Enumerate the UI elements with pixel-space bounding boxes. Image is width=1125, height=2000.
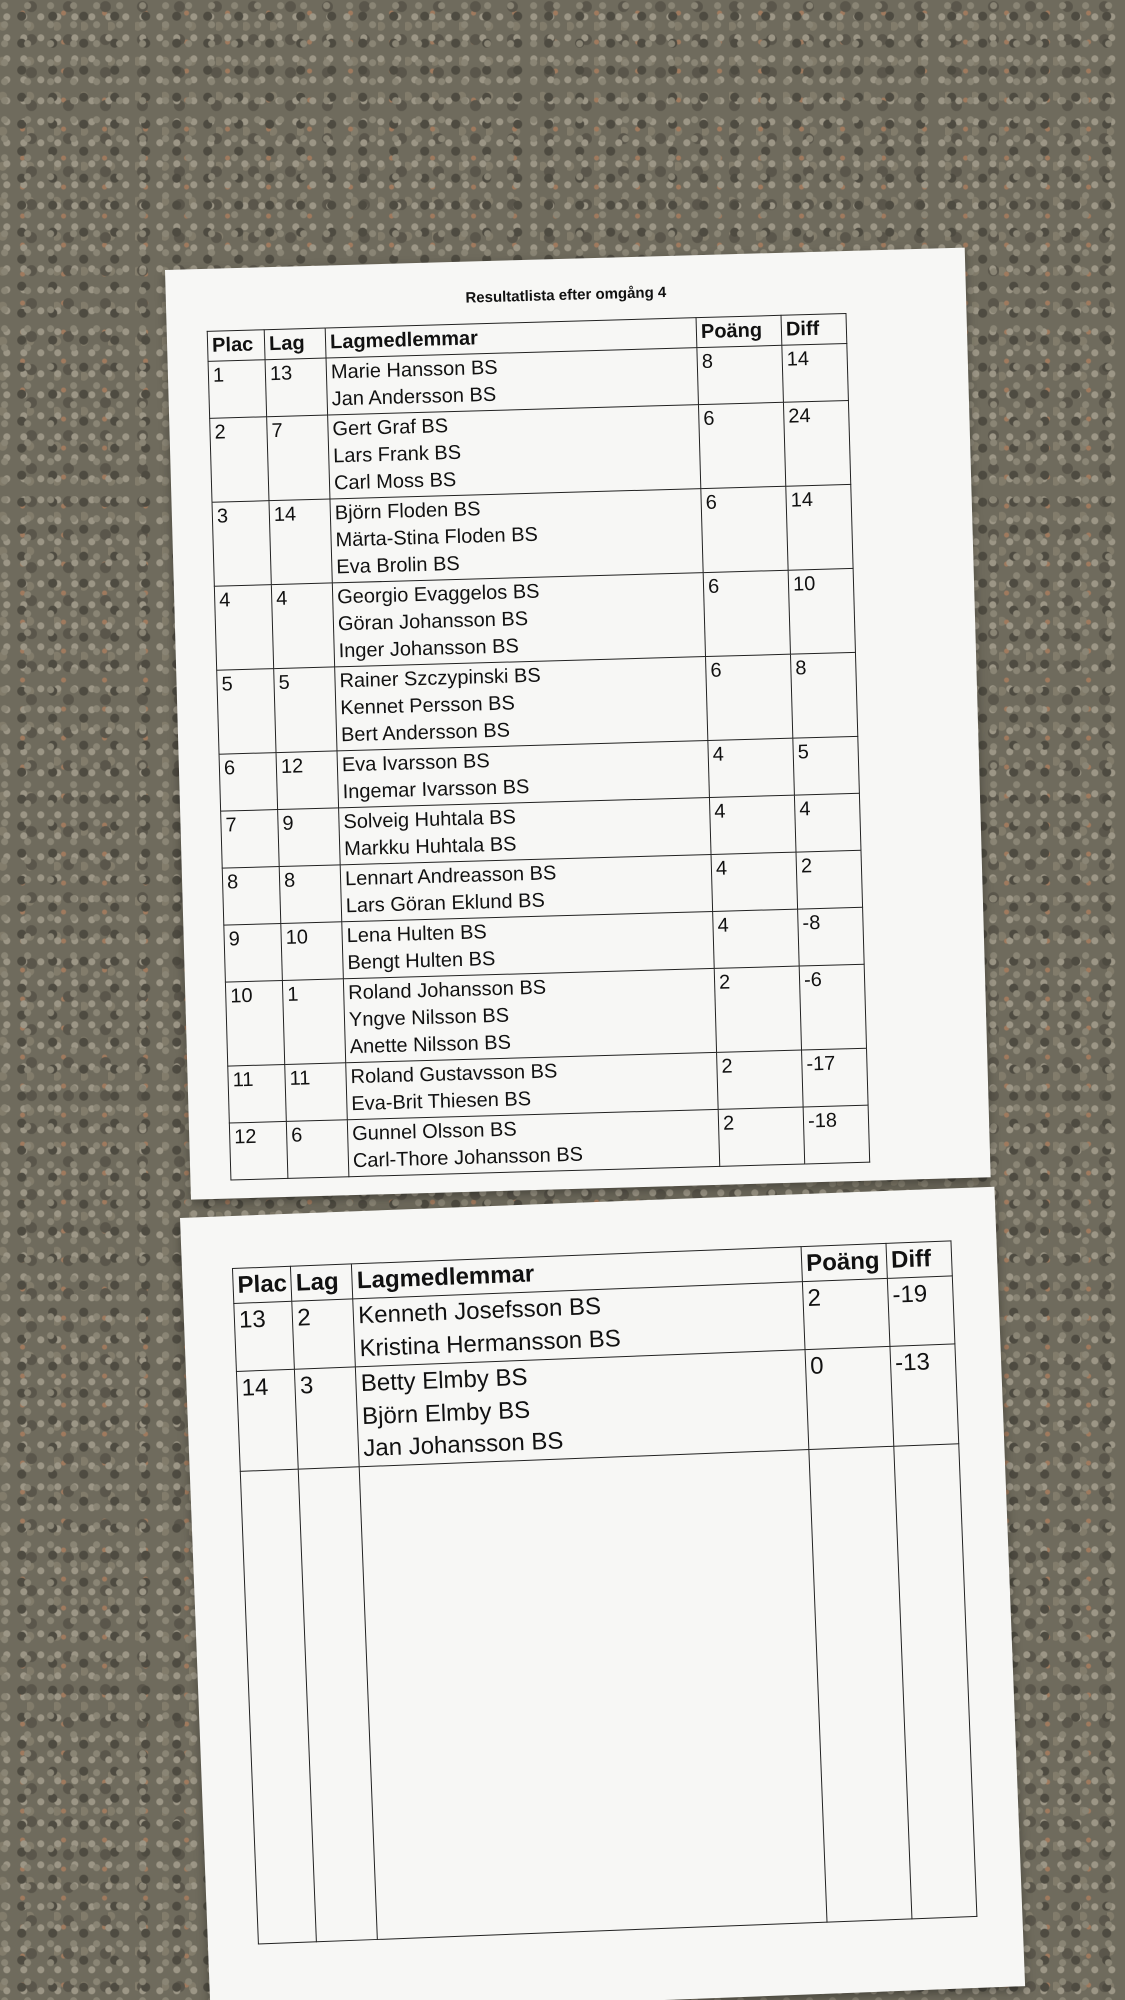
team-member-name: Gunnel Olsson BS	[351, 1118, 517, 1146]
team-member-name: Marie Hansson BS	[330, 356, 498, 384]
empty-cell	[360, 1450, 827, 1940]
header-members: Lagmedlemmar	[325, 318, 697, 358]
cell-plac: 8	[222, 867, 281, 926]
cell-members	[326, 348, 698, 415]
cell-plac: 11	[228, 1064, 287, 1123]
team-member-name: Lars Frank BS	[332, 441, 462, 468]
team-member-name: Eva Ivarsson BS	[341, 750, 490, 777]
cell-poang: 6	[698, 402, 785, 488]
cell-members	[339, 798, 711, 865]
cell-members	[335, 657, 708, 751]
cell-plac: 1	[208, 360, 267, 419]
cell-poang: 4	[713, 909, 800, 968]
cell-diff: -13	[890, 1344, 959, 1447]
cell-poang: 2	[714, 966, 801, 1052]
cell-diff: 8	[790, 652, 857, 738]
cell-lag: 12	[276, 751, 339, 810]
cell-members	[330, 489, 703, 583]
cell-members	[342, 911, 714, 978]
cell-lag: 2	[292, 1299, 356, 1369]
team-member-name: Lennart Andreasson BS	[344, 862, 557, 891]
cell-plac: 7	[221, 810, 280, 869]
cell-diff: -8	[798, 907, 865, 966]
cell-poang: 4	[709, 795, 796, 854]
cell-plac: 4	[214, 585, 273, 671]
team-member-name: Lars Göran Eklund BS	[345, 889, 546, 918]
header-plac: Plac	[207, 330, 265, 362]
results-sheet-page-2	[180, 1187, 1025, 2000]
cell-lag: 8	[279, 865, 342, 924]
cell-members	[356, 1350, 809, 1467]
team-member-name: Jan Johansson BS	[362, 1427, 564, 1463]
team-member-name: Yngve Nilsson BS	[348, 1004, 510, 1032]
cell-lag: 3	[295, 1367, 360, 1469]
cell-plac: 5	[217, 669, 276, 755]
empty-table-row	[240, 1444, 977, 1944]
results-sheet-page-1	[165, 248, 991, 1200]
cell-members	[337, 741, 709, 808]
cell-lag: 4	[271, 583, 334, 669]
team-member-name: Eva Brolin BS	[336, 552, 461, 579]
header-diff: Diff	[781, 314, 847, 346]
cell-lag: 1	[282, 979, 345, 1065]
header-lag: Lag	[291, 1264, 353, 1302]
team-member-name: Rainer Szczypinski BS	[339, 664, 541, 693]
cell-members	[346, 1052, 718, 1119]
cell-diff: 14	[782, 343, 849, 402]
cell-diff: 14	[786, 484, 853, 570]
cell-diff: 4	[794, 793, 861, 852]
header-poang: Poäng	[696, 315, 782, 347]
cell-plac: 3	[212, 501, 271, 587]
cell-plac: 10	[225, 980, 284, 1066]
team-member-name: Kenneth Josefsson BS	[357, 1293, 602, 1330]
cell-lag: 13	[265, 358, 328, 417]
results-table-continued	[232, 1240, 977, 1944]
team-member-name: Kennet Persson BS	[339, 692, 516, 720]
results-table-body	[234, 1276, 977, 1944]
team-member-name: Jan Andersson BS	[331, 383, 497, 411]
team-member-name: Ingemar Ivarsson BS	[342, 776, 530, 804]
team-member-name: Bert Andersson BS	[340, 719, 511, 747]
team-member-name: Markku Huhtala BS	[343, 833, 517, 861]
results-table-body	[208, 343, 870, 1180]
cell-lag: 5	[274, 667, 337, 753]
team-member-name: Roland Gustavsson BS	[350, 1060, 558, 1089]
cell-diff: 24	[783, 400, 850, 486]
sheet-title: Resultatlista efter omgång 4	[465, 284, 667, 307]
cell-members	[328, 405, 701, 499]
header-diff: Diff	[886, 1241, 952, 1279]
team-member-name: Björn Elmby BS	[361, 1396, 531, 1430]
cell-plac: 14	[236, 1369, 298, 1471]
team-member-name: Bengt Hulten BS	[347, 948, 496, 975]
team-member-name: Roland Johansson BS	[347, 976, 547, 1005]
cell-members	[343, 968, 716, 1062]
cell-poang: 2	[802, 1279, 890, 1350]
results-table	[207, 313, 870, 1181]
header-lag: Lag	[264, 328, 326, 360]
header-members: Lagmedlemmar	[352, 1247, 803, 1300]
cell-diff: -17	[802, 1048, 869, 1107]
cell-poang: 4	[711, 852, 798, 911]
team-member-name: Lena Hulten BS	[346, 921, 488, 948]
cell-diff: -6	[799, 964, 866, 1050]
team-member-name: Göran Johansson BS	[337, 608, 529, 636]
cell-poang: 2	[717, 1050, 804, 1109]
team-member-name: Carl-Thore Johansson BS	[352, 1143, 584, 1173]
header-plac: Plac	[232, 1266, 292, 1304]
team-member-name: Eva-Brit Thiesen BS	[351, 1088, 532, 1116]
cell-poang: 6	[703, 570, 790, 656]
cell-plac: 12	[229, 1121, 288, 1180]
team-member-name: Carl Moss BS	[333, 468, 457, 495]
cell-lag: 9	[278, 808, 341, 867]
cell-diff: 10	[788, 568, 855, 654]
cell-members	[332, 573, 705, 667]
team-member-name: Anette Nilsson BS	[349, 1031, 512, 1059]
team-member-name: Björn Floden BS	[334, 498, 481, 525]
cell-lag: 7	[267, 415, 330, 501]
cell-poang: 6	[706, 654, 793, 740]
cell-diff: 5	[793, 736, 860, 795]
team-member-name: Solveig Huhtala BS	[343, 806, 517, 834]
team-member-name: Inger Johansson BS	[338, 635, 520, 663]
header-poang: Poäng	[801, 1243, 887, 1282]
cell-poang: 0	[805, 1347, 894, 1450]
team-member-name: Betty Elmby BS	[360, 1363, 529, 1398]
team-member-name: Märta-Stina Floden BS	[335, 523, 539, 552]
cell-lag: 14	[269, 499, 332, 585]
cell-lag: 11	[285, 1063, 348, 1122]
cell-lag: 6	[286, 1120, 349, 1179]
cell-plac: 13	[234, 1302, 295, 1372]
cell-poang: 6	[701, 486, 788, 572]
cell-poang: 4	[708, 738, 795, 797]
cell-diff: -18	[803, 1105, 870, 1164]
cell-poang: 2	[718, 1107, 805, 1166]
team-member-name: Kristina Hermansson BS	[358, 1324, 622, 1362]
cell-diff: 2	[796, 850, 863, 909]
cell-members	[340, 854, 712, 921]
cell-plac: 6	[219, 753, 278, 812]
cell-diff: -19	[887, 1276, 955, 1346]
cell-plac: 9	[224, 924, 283, 983]
cell-lag: 10	[281, 922, 344, 981]
cell-plac: 2	[210, 417, 269, 503]
cell-members	[347, 1109, 719, 1176]
team-member-name: Georgio Evaggelos BS	[336, 580, 540, 609]
cell-poang: 8	[697, 345, 784, 404]
team-member-name: Gert Graf BS	[332, 415, 449, 441]
